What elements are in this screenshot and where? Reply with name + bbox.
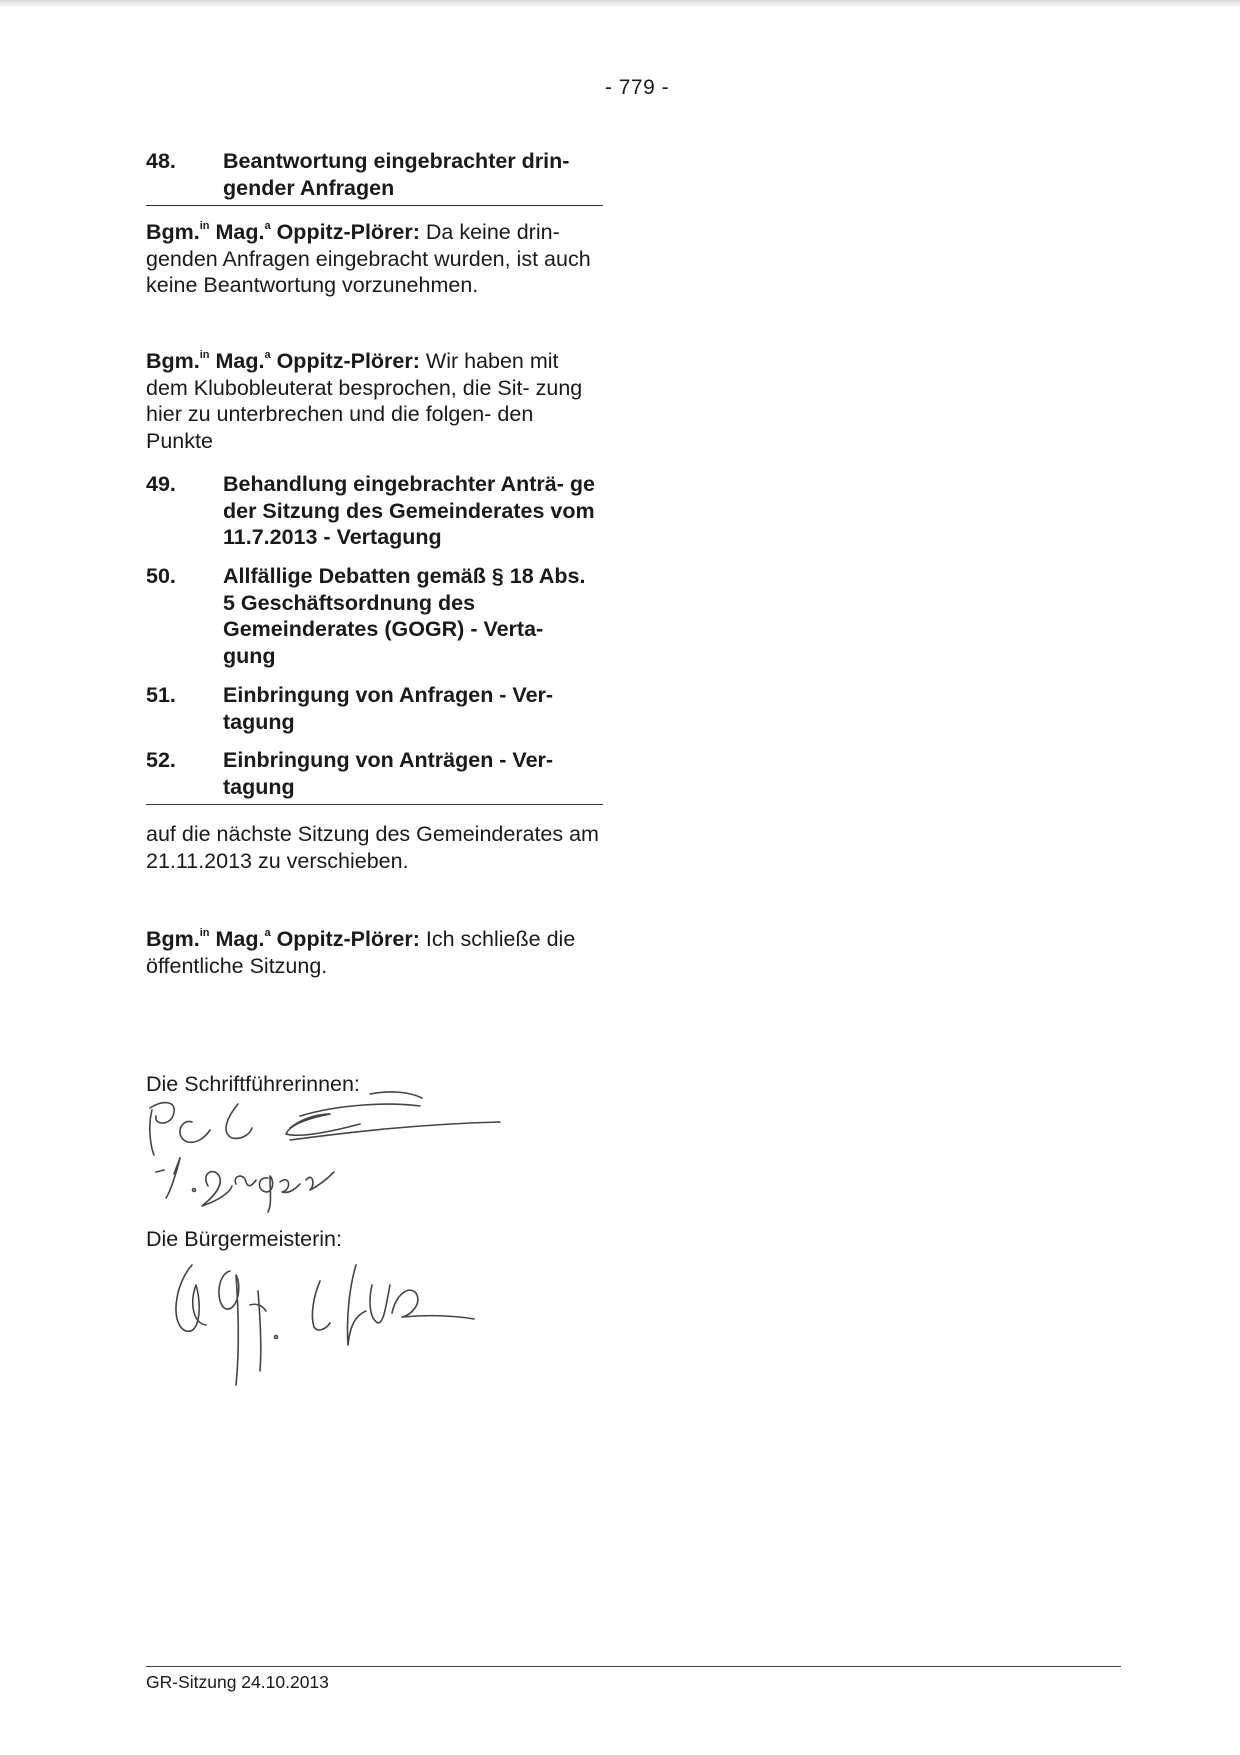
footer-divider <box>146 1666 1121 1667</box>
item-title: Beantwortung eingebrachter drin- gender Anfragen <box>223 149 570 200</box>
speaker-name: Bgm.$^{in}$ Mag.$^a$ Oppitz-Plörer: <box>146 348 420 373</box>
footer-session-label: GR-Sitzung 24.10.2013 <box>146 1672 329 1692</box>
item-title: Behandlung eingebrachter Anträ- ge der Sitzung des Gemeinderates vom 11.7.2013 - Vertagung <box>223 472 595 549</box>
item-number: 51. <box>146 683 176 707</box>
secretary-signatures <box>140 1080 520 1230</box>
agenda-item-51 <box>146 682 601 735</box>
item-title: Allfällige Debatten gemäß § 18 Abs. 5 Geschäftsordnung des Gemeinderates (GOGR) - Verta- gung <box>223 564 586 668</box>
agenda-item-48 <box>146 148 601 201</box>
scan-edge <box>0 0 1240 8</box>
speech-text: Da keine drin- genden Anfragen eingebracht wurden, ist auch keine Beantwortung vorzunehmen. <box>146 220 591 297</box>
secretaries-label: Die Schriftführerinnen: <box>146 1072 360 1096</box>
page-number: - 779 - <box>604 76 670 99</box>
item-number: 50. <box>146 564 176 588</box>
speech-paragraph <box>146 219 601 299</box>
item-number: 52. <box>146 748 176 772</box>
conclusion-paragraph: auf die nächste Sitzung des Gemeinderates am 21.11.2013 zu verschieben. <box>146 822 599 873</box>
agenda-item-49 <box>146 471 601 551</box>
agenda-item-52 <box>146 747 601 800</box>
mayor-label: Die Bürgermeisterin: <box>146 1227 342 1251</box>
divider <box>146 205 603 206</box>
speaker-name: Bgm.$^{in}$ Mag.$^a$ Oppitz-Plörer: <box>146 219 420 244</box>
item-title: Einbringung von Anfragen - Ver- tagung <box>223 683 554 734</box>
item-number: 48. <box>146 149 176 173</box>
speech-paragraph <box>146 926 601 979</box>
item-number: 49. <box>146 472 176 496</box>
speech-paragraph <box>146 348 601 454</box>
speech-text: Wir haben mit dem Klubobleuterat besprochen, die Sit- zung hier zu unterbrechen und die folgen- den Punkte <box>146 349 583 453</box>
speech-text: Ich schließe die öffentliche Sitzung. <box>146 927 576 978</box>
mayor-signature <box>160 1245 540 1415</box>
agenda-item-50 <box>146 563 601 669</box>
item-title: Einbringung von Anträgen - Ver- tagung <box>223 748 554 799</box>
speaker-name: Bgm.$^{in}$ Mag.$^a$ Oppitz-Plörer: <box>146 926 420 951</box>
divider <box>146 804 603 805</box>
